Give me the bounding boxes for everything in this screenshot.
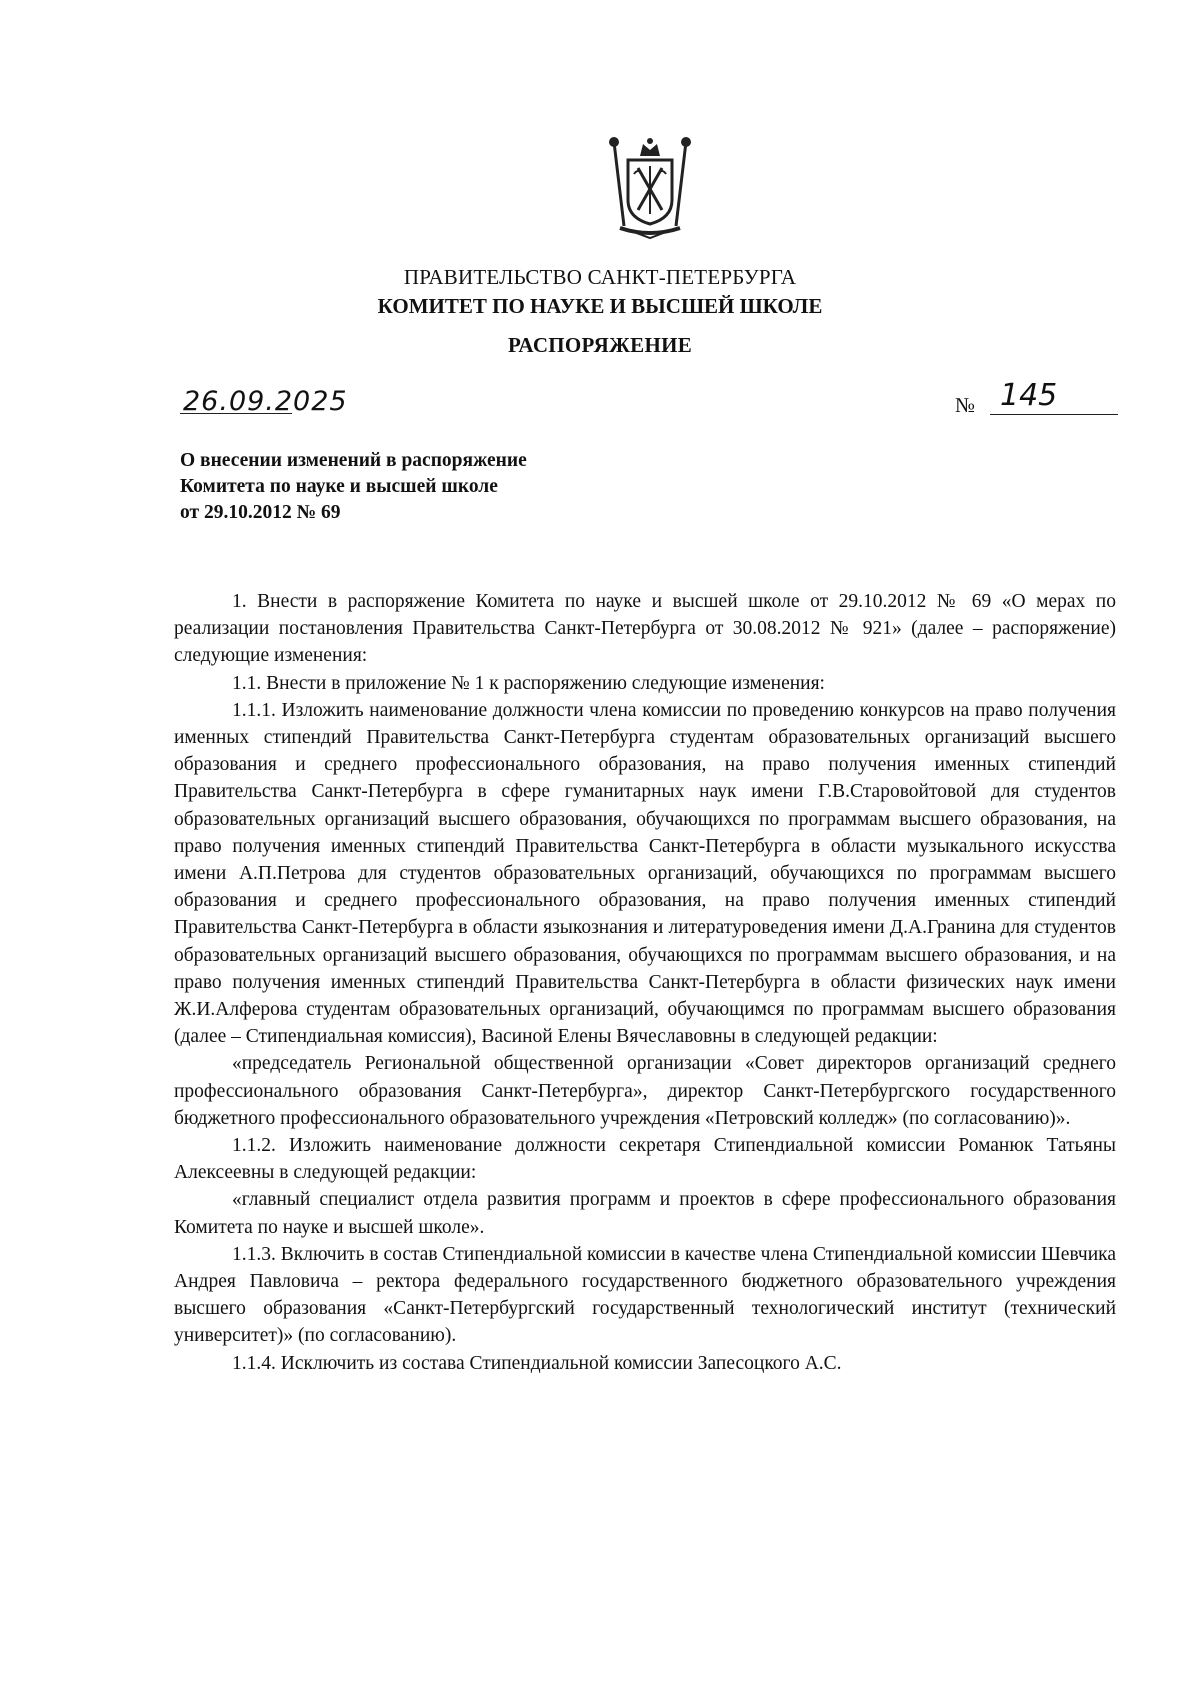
title-line: от 29.10.2012 № 69 — [180, 502, 341, 523]
document-number: 145 — [1000, 378, 1058, 413]
document-type: РАСПОРЯЖЕНИЕ — [507, 333, 693, 357]
paragraph: 1.1.2. Изложить наименование должности секретаря Стипендиальной комиссии Романюк Татьяны Алексеевны в следующей редакции: — [174, 1135, 1116, 1184]
paragraph: 1.1.3. Включить в состав Стипендиальной комиссии в качестве члена Стипендиальной комиссии Шевчика Андрея Павловича – ректора федерального государственного бюджетного образовательного учреждения высшего образования «Санкт-Петербургский государственный технологический институт (технический университет)» (по согласованию). — [174, 1243, 1116, 1347]
title-line: О внесении изменений в распоряжение — [180, 450, 527, 471]
coat-of-arms-icon — [604, 134, 696, 240]
document-title — [180, 448, 527, 526]
date-underline — [180, 413, 292, 414]
title-line: Комитета по науке и высшей школе — [180, 476, 498, 497]
paragraph: 1.1. Внести в приложение № 1 к распоряжению следующие изменения: — [232, 672, 825, 694]
government-name: ПРАВИТЕЛЬСТВО САНКТ-ПЕТЕРБУРГА — [403, 265, 797, 289]
document-date: 26.09.2025 — [183, 386, 348, 417]
paragraph: 1.1.4. Исключить из состава Стипендиальной комиссии Запесоцкого А.С. — [232, 1352, 842, 1374]
number-sign: № — [955, 393, 976, 417]
document-body — [174, 588, 1116, 1377]
paragraph: 1. Внести в распоряжение Комитета по науке и высшей школе от 29.10.2012 № 69 «О мерах по реализации постановления Правительства Санкт-Петербурга от 30.08.2012 № 921» (далее – распоряжение) следующие изменения: — [174, 591, 1116, 667]
committee-name: КОМИТЕТ ПО НАУКЕ И ВЫСШЕЙ ШКОЛЕ — [377, 294, 823, 318]
number-underline — [990, 414, 1118, 415]
paragraph: «главный специалист отдела развития программ и проектов в сфере профессионального образования Комитета по науке и высшей школе». — [174, 1189, 1116, 1238]
paragraph: «председатель Региональной общественной организации «Совет директоров организаций среднего профессионального образования Санкт-Петербурга», директор Санкт-Петербургского государственного бюджетного профессионального образовательного учреждения «Петровский колледж» (по согласованию)». — [174, 1053, 1116, 1129]
paragraph: 1.1.1. Изложить наименование должности члена комиссии по проведению конкурсов на право получения именных стипендий Правительства Санкт-Петербурга студентам образовательных организаций высшего образования и среднего профессионального образования, на право получения именных стипендий Правительства Санкт-Петербурга в сфере гуманитарных наук имени Г.В.Старовойтовой для студентов образовательных организаций высшего образования, обучающихся по программам высшего образования, на право получения именных стипендий Правительства Санкт-Петербурга в области музыкального искусства имени А.П.Петрова для студентов образовательных организаций, обучающихся по программам высшего образования и среднего профессионального образования, на право получения именных стипендий Правительства Санкт-Петербурга в области языкознания и литературоведения имени Д.А.Гранина для студентов образовательных организаций высшего образования, обучающихся по программам высшего образования, и на право получения именных стипендий Правительства Санкт-Петербурга в области физических наук имени Ж.И.Алферова студентам образовательных организаций, обучающимся по программам высшего образования (далее – Стипендиальная комиссия), Васиной Елены Вячеславовны в следующей редакции: — [174, 699, 1116, 1048]
